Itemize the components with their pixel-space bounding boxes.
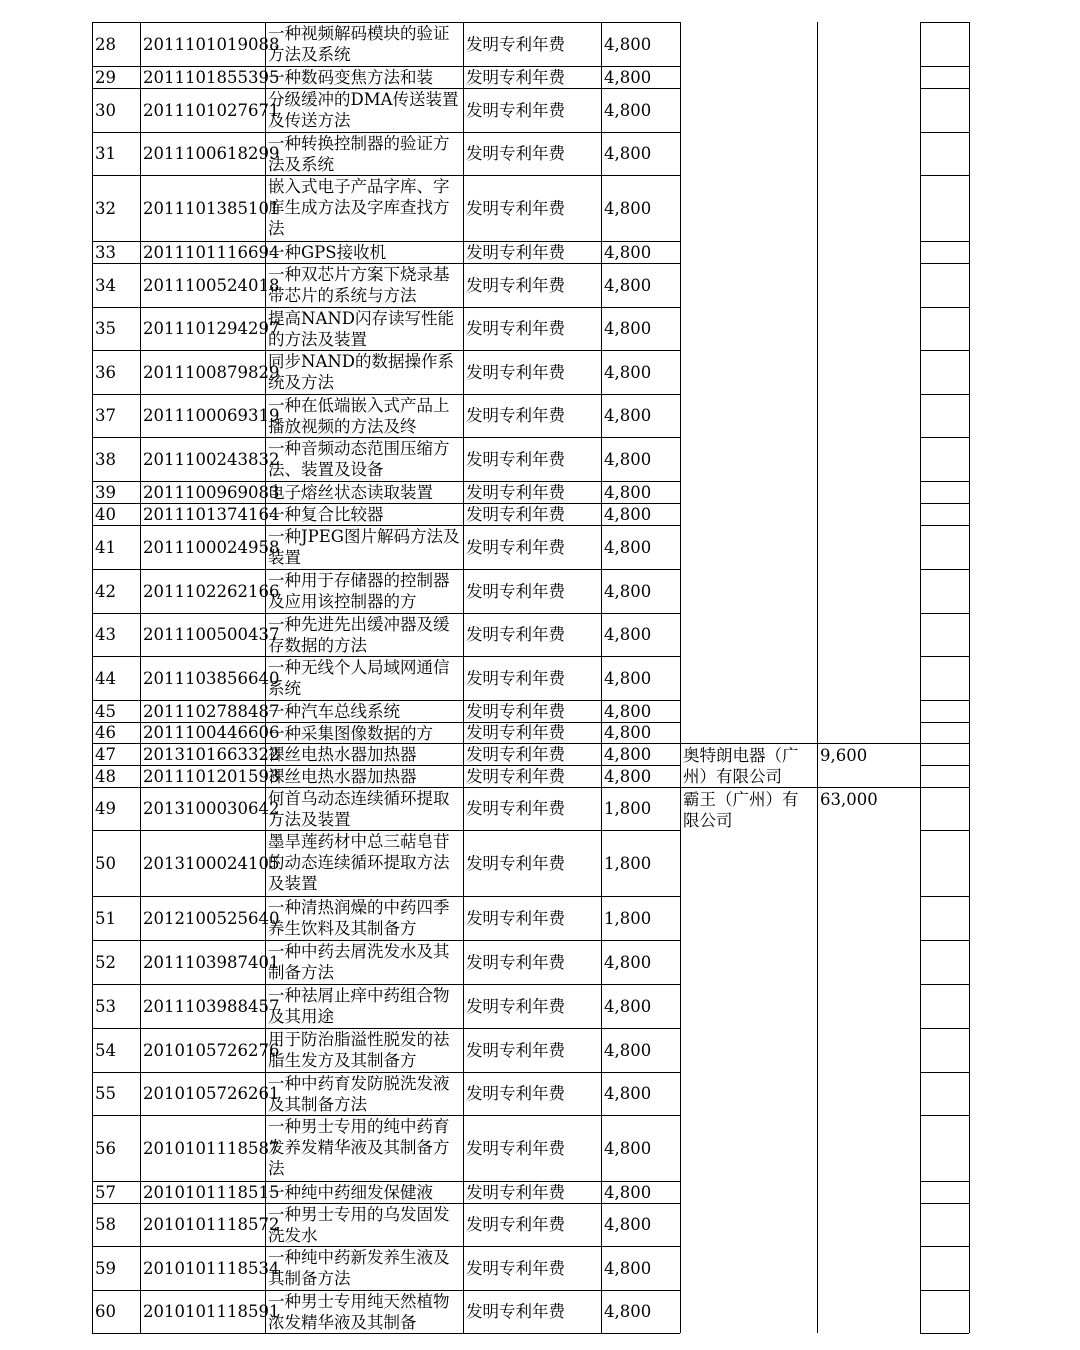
row-divider-right (920, 765, 969, 766)
cell-amt: 4,800 (604, 581, 652, 601)
cell-app: 2011101116694 (143, 242, 280, 262)
cell-app: 2013100024105 (143, 853, 280, 873)
cell-fee: 发明专利年费 (466, 996, 565, 1016)
cell-amt: 4,800 (604, 1084, 652, 1103)
cell-app: 2011100243832 (143, 449, 280, 469)
cell-amt: 4,800 (604, 625, 652, 644)
cell-fee: 发明专利年费 (466, 952, 565, 972)
cell-app: 2011100446606 (143, 723, 280, 742)
row-divider-right (920, 984, 969, 985)
cell-fee: 发明专利年费 (466, 504, 565, 524)
cell-title: 一种清热润燥的中药四季养生饮料及其制备方 (268, 898, 450, 938)
cell-app: 2012100525640 (143, 908, 280, 928)
row-divider-right (920, 1072, 969, 1073)
cell-app: 2011101385101 (143, 198, 280, 218)
row-divider (92, 743, 680, 744)
cell-no: 54 (95, 1040, 116, 1060)
row-divider-right (920, 66, 969, 67)
cell-title: 提高NAND闪存读写性能的方法及装置 (268, 309, 455, 349)
cell-app: 2011101374164 (143, 504, 280, 524)
row-divider-right (920, 22, 969, 23)
row-divider (92, 700, 680, 701)
cell-title: 用于防治脂溢性脱发的祛脂生发方及其制备方 (268, 1030, 450, 1070)
cell-amt: 4,800 (604, 766, 652, 786)
row-divider-right (920, 656, 969, 657)
column-divider (680, 22, 681, 1333)
cell-app: 2010101118515 (143, 1182, 280, 1202)
cell-fee: 发明专利年费 (466, 482, 565, 502)
cell-no: 40 (95, 504, 116, 524)
row-divider (92, 1181, 680, 1182)
company-total: 9,600 (820, 746, 868, 765)
cell-no: 41 (95, 537, 116, 557)
row-divider (92, 525, 680, 526)
cell-app: 2011101027671 (143, 100, 280, 120)
cell-amt: 4,800 (604, 1215, 652, 1234)
cell-amt: 4,800 (604, 537, 652, 557)
cell-amt: 4,800 (604, 362, 652, 382)
cell-no: 36 (95, 362, 116, 382)
cell-amt: 1,800 (604, 799, 652, 818)
cell-amt: 4,800 (604, 482, 652, 502)
cell-no: 50 (95, 853, 116, 873)
cell-fee: 发明专利年费 (466, 701, 565, 721)
column-divider (601, 22, 602, 1333)
row-divider (92, 1290, 680, 1291)
cell-title: 电子熔丝状态读取装置 (268, 483, 433, 502)
cell-fee: 发明专利年费 (466, 406, 565, 425)
cell-fee: 发明专利年费 (466, 853, 565, 873)
cell-title: 一种双芯片方案下烧录基带芯片的系统与方法 (268, 265, 450, 305)
row-divider (92, 984, 680, 985)
cell-app: 2011102262166 (143, 581, 280, 601)
row-divider (92, 132, 680, 133)
cell-title: 一种GPS接收机 (268, 243, 387, 262)
column-divider (265, 22, 266, 1333)
row-divider (92, 896, 680, 897)
cell-no: 43 (95, 625, 116, 644)
row-divider-right (920, 613, 969, 614)
row-divider-right (920, 88, 969, 89)
company-name: 奥特朗电器（广州）有限公司 (683, 746, 799, 786)
cell-fee: 发明专利年费 (466, 1215, 565, 1234)
row-divider (92, 503, 680, 504)
cell-no: 37 (95, 406, 116, 425)
cell-no: 53 (95, 996, 116, 1016)
row-divider (92, 394, 680, 395)
cell-title: 一种汽车总线系统 (268, 702, 400, 721)
cell-title: 裸丝电热水器加热器 (268, 745, 417, 764)
cell-title: 一种中药去屑洗发水及其制备方法 (268, 942, 450, 982)
cell-amt: 4,800 (604, 744, 652, 764)
row-divider-right (920, 307, 969, 308)
row-divider (92, 481, 680, 482)
cell-amt: 4,800 (604, 952, 652, 972)
column-divider (969, 22, 970, 1333)
row-divider (92, 66, 680, 67)
cell-no: 29 (95, 67, 116, 87)
cell-fee: 发明专利年费 (466, 67, 565, 87)
cell-title: 一种祛屑止痒中药组合物及其用途 (268, 986, 450, 1026)
row-divider (92, 175, 680, 176)
row-divider-right (920, 1028, 969, 1029)
cell-app: 2011103988457 (143, 996, 280, 1016)
row-divider (92, 722, 680, 723)
cell-amt: 4,800 (604, 1182, 652, 1202)
column-divider (92, 22, 93, 1333)
cell-no: 28 (95, 34, 116, 54)
cell-no: 59 (95, 1258, 116, 1278)
cell-title: 墨旱莲药材中总三萜皂苷的动态连续循环提取方法及装置 (268, 832, 450, 893)
cell-title: 何首乌动态连续循环提取方法及装置 (268, 789, 450, 829)
cell-fee: 发明专利年费 (466, 744, 565, 764)
table-bottom-border-right (920, 1333, 969, 1334)
cell-no: 57 (95, 1182, 116, 1202)
cell-no: 30 (95, 100, 116, 120)
column-divider (817, 22, 818, 1333)
cell-fee: 发明专利年费 (466, 581, 565, 601)
row-divider-right (920, 175, 969, 176)
cell-amt: 4,800 (604, 504, 652, 524)
cell-title: 裸丝电热水器加热器 (268, 767, 417, 786)
cell-amt: 4,800 (604, 34, 652, 54)
cell-fee: 发明专利年费 (466, 723, 565, 742)
cell-app: 2011101294297 (143, 319, 280, 338)
cell-title: 一种JPEG图片解码方法及装置 (268, 527, 460, 567)
cell-title: 一种中药育发防脱洗发液及其制备方法 (268, 1074, 450, 1114)
cell-no: 47 (95, 744, 116, 764)
row-divider-right (920, 525, 969, 526)
row-divider-right (920, 722, 969, 723)
cell-title: 一种复合比较器 (268, 505, 384, 524)
cell-amt: 4,800 (604, 198, 652, 218)
cell-amt: 4,800 (604, 100, 652, 120)
cell-fee: 发明专利年费 (466, 1302, 565, 1321)
column-divider (463, 22, 464, 1333)
cell-amt: 4,800 (604, 242, 652, 262)
table-bottom-border (92, 1333, 680, 1334)
cell-no: 33 (95, 242, 116, 262)
row-divider-right (920, 1290, 969, 1291)
cell-fee: 发明专利年费 (466, 449, 565, 469)
cell-title: 嵌入式电子产品字库、字库生成方法及字库查找方法 (268, 177, 450, 238)
row-divider (92, 1028, 680, 1029)
cell-amt: 4,800 (604, 996, 652, 1016)
row-divider-right (920, 503, 969, 504)
row-divider (92, 1246, 680, 1247)
cell-amt: 4,800 (604, 723, 652, 742)
row-divider (92, 88, 680, 89)
cell-fee: 发明专利年费 (466, 1084, 565, 1103)
cell-title: 一种在低端嵌入式产品上播放视频的方法及终 (268, 396, 450, 436)
cell-app: 2011100069319 (143, 406, 280, 425)
cell-fee: 发明专利年费 (466, 799, 565, 818)
cell-amt: 4,800 (604, 406, 652, 425)
cell-fee: 发明专利年费 (466, 275, 565, 295)
row-divider (92, 830, 680, 831)
cell-app: 2011100879829 (143, 362, 280, 382)
row-divider (92, 656, 680, 657)
cell-app: 2011101019088 (143, 34, 280, 54)
row-divider (92, 263, 680, 264)
cell-fee: 发明专利年费 (466, 1040, 565, 1060)
row-divider (92, 787, 680, 788)
cell-fee: 发明专利年费 (466, 362, 565, 382)
cell-no: 32 (95, 198, 116, 218)
cell-amt: 4,800 (604, 1258, 652, 1278)
cell-title: 一种转换控制器的验证方法及系统 (268, 134, 450, 174)
cell-no: 58 (95, 1215, 116, 1234)
cell-fee: 发明专利年费 (466, 144, 565, 163)
cell-no: 38 (95, 449, 116, 469)
cell-title: 一种无线个人局域网通信系统 (268, 658, 450, 698)
cell-fee: 发明专利年费 (466, 1182, 565, 1202)
company-total: 63,000 (820, 790, 878, 809)
row-divider-right (920, 263, 969, 264)
row-divider-right (920, 896, 969, 897)
cell-amt: 1,800 (604, 853, 652, 873)
cell-title: 一种视频解码模块的验证方法及系统 (268, 24, 450, 64)
cell-app: 2011100618299 (143, 144, 280, 163)
cell-fee: 发明专利年费 (466, 242, 565, 262)
row-divider-right (920, 1203, 969, 1204)
cell-amt: 4,800 (604, 1138, 652, 1158)
cell-app: 2011101201593 (143, 766, 280, 786)
cell-no: 52 (95, 952, 116, 972)
cell-amt: 4,800 (604, 449, 652, 469)
row-divider (92, 350, 680, 351)
row-divider (92, 307, 680, 308)
cell-fee: 发明专利年费 (466, 668, 565, 688)
row-divider (92, 1203, 680, 1204)
row-divider (92, 940, 680, 941)
cell-title: 分级缓冲的DMA传送装置及传送方法 (268, 90, 459, 130)
cell-amt: 4,800 (604, 701, 652, 721)
cell-app: 2013100030642 (143, 799, 280, 818)
cell-no: 55 (95, 1084, 116, 1103)
row-divider-right (920, 394, 969, 395)
cell-app: 2011100524018 (143, 275, 280, 295)
cell-title: 一种用于存储器的控制器及应用该控制器的方 (268, 571, 450, 611)
cell-fee: 发明专利年费 (466, 100, 565, 120)
row-divider-right (920, 1115, 969, 1116)
cell-no: 60 (95, 1302, 116, 1321)
cell-fee: 发明专利年费 (466, 319, 565, 338)
row-divider-right (920, 830, 969, 831)
cell-no: 56 (95, 1138, 116, 1158)
row-divider-right (920, 350, 969, 351)
cell-title: 一种纯中药新发养生液及其制备方法 (268, 1248, 450, 1288)
row-divider (92, 613, 680, 614)
cell-amt: 4,800 (604, 275, 652, 295)
cell-no: 31 (95, 144, 116, 163)
cell-title: 一种数码变焦方法和装 (268, 68, 433, 87)
cell-amt: 4,800 (604, 1302, 652, 1321)
cell-app: 2010101118572 (143, 1215, 280, 1234)
cell-fee: 发明专利年费 (466, 34, 565, 54)
cell-app: 2013101663322 (143, 744, 280, 764)
cell-app: 2011101855395 (143, 67, 280, 87)
row-divider-right (920, 132, 969, 133)
cell-no: 45 (95, 701, 116, 721)
row-divider-right (920, 1181, 969, 1182)
cell-no: 51 (95, 908, 116, 928)
row-divider (92, 437, 680, 438)
cell-title: 一种纯中药细发保健液 (268, 1183, 433, 1202)
cell-app: 2011103987401 (143, 952, 280, 972)
cell-fee: 发明专利年费 (466, 537, 565, 557)
cell-title: 一种男士专用的纯中药育发养发精华液及其制备方法 (268, 1117, 450, 1178)
row-divider-right (920, 481, 969, 482)
cell-fee: 发明专利年费 (466, 198, 565, 218)
row-divider (92, 1115, 680, 1116)
row-divider (92, 765, 680, 766)
cell-amt: 1,800 (604, 908, 652, 928)
cell-title: 一种先进先出缓冲器及缓存数据的方法 (268, 615, 450, 655)
row-divider-right (920, 437, 969, 438)
cell-app: 2011100969083 (143, 482, 280, 502)
cell-no: 35 (95, 319, 116, 338)
row-divider-right (920, 787, 969, 788)
cell-app: 2011100500437 (143, 625, 280, 644)
cell-app: 2010101118591 (143, 1302, 280, 1321)
cell-amt: 4,800 (604, 319, 652, 338)
cell-title: 一种男士专用纯天然植物浓发精华液及其制备 (268, 1292, 450, 1332)
row-divider-right (920, 569, 969, 570)
cell-title: 一种男士专用的乌发固发洗发水 (268, 1205, 450, 1245)
cell-app: 2011100024958 (143, 537, 280, 557)
row-divider-right (920, 1246, 969, 1247)
row-divider (92, 1072, 680, 1073)
cell-fee: 发明专利年费 (466, 908, 565, 928)
row-divider-right (920, 700, 969, 701)
cell-fee: 发明专利年费 (466, 625, 565, 644)
cell-no: 34 (95, 275, 116, 295)
row-divider (92, 241, 680, 242)
cell-app: 2011102788487 (143, 701, 280, 721)
cell-app: 2010101118534 (143, 1258, 280, 1278)
cell-app: 2011103856640 (143, 668, 280, 688)
cell-no: 49 (95, 799, 116, 818)
cell-fee: 发明专利年费 (466, 766, 565, 786)
cell-no: 42 (95, 581, 116, 601)
row-divider-right (920, 940, 969, 941)
cell-app: 2010101118587 (143, 1138, 280, 1158)
row-divider-right (920, 241, 969, 242)
cell-fee: 发明专利年费 (466, 1258, 565, 1278)
column-divider (140, 22, 141, 1333)
company-name: 霸王（广州）有限公司 (683, 790, 799, 830)
row-divider (92, 22, 680, 23)
cell-no: 46 (95, 723, 116, 742)
row-divider-right (920, 743, 969, 744)
cell-amt: 4,800 (604, 67, 652, 87)
cell-no: 44 (95, 668, 116, 688)
cell-amt: 4,800 (604, 668, 652, 688)
cell-app: 2010105726261 (143, 1084, 280, 1103)
cell-title: 一种音频动态范围压缩方法、装置及设备 (268, 439, 450, 479)
cell-amt: 4,800 (604, 1040, 652, 1060)
cell-no: 39 (95, 482, 116, 502)
cell-fee: 发明专利年费 (466, 1138, 565, 1158)
cell-title: 一种采集图像数据的方 (268, 724, 433, 743)
column-divider (920, 22, 921, 1333)
cell-no: 48 (95, 766, 116, 786)
cell-amt: 4,800 (604, 144, 652, 163)
row-divider (92, 569, 680, 570)
cell-app: 2010105726276 (143, 1040, 280, 1060)
cell-title: 同步NAND的数据操作系统及方法 (268, 352, 455, 392)
